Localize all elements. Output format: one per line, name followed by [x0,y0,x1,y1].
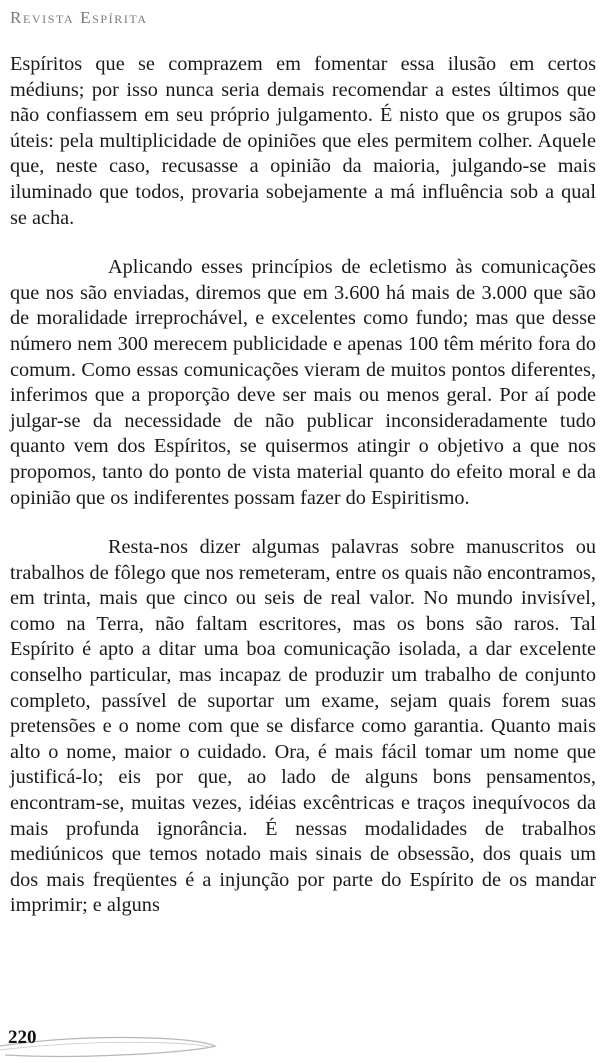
paragraph-manuscritos: Resta-nos dizer algumas palavras sobre manuscritos ou trabalhos de fôlego que nos remeteram, entre os quais não encontramos, em trinta, mais que cinco ou seis de real valor. No mundo invisível, como na Terra, não faltam escritores, mas os bons são raros. Tal Espírito é apto a ditar uma boa comunicação isolada, a dar excelente conselho particular, mas incapaz de produzir um trabalho de conjunto completo, passível de suportar um exame, sejam quais forem suas pretensões e o nome com que se disfarce como garantia. Quanto mais alto o nome, maior o cuidado. Ora, é mais fácil tomar um nome que justificá-lo; eis por que, ao lado de alguns bons pensamentos, encontram-se, muitas vezes, idéias excêntricas e traços inequívocos da mais profunda ignorância. É nessas modalidades de trabalhos mediúnicos que temos notado mais sinais de obsessão, dos quais um dos mais freqüentes é a injunção por parte do Espírito de os mandar imprimir; e alguns [10,536,596,917]
page-footer [0,1022,606,1063]
paragraph-continued: Espíritos que se comprazem em fomentar essa ilusão em certos médiuns; por isso nunca seria demais recomendar a estes últimos que não confiassem em seu próprio julgamento. É nisto que os grupos são úteis: pela multiplicidade de opiniões que eles permitem colher. Aquele que, neste caso, recusasse a opinião da maioria, julgando-se mais iluminado que todos, provaria sobejamente a má influência sob a qual se acha. [10,53,596,229]
page-body [10,52,596,919]
running-header: Revista Espírita [10,8,148,27]
paragraph-ecletismo: Aplicando esses princípios de ecletismo às comunicações que nos são enviadas, diremos que em 3.600 há mais de 3.000 que são de moralidade irreprochável, e excelentes como fundo; mas que desse número nem 300 merecem publicidade e apenas 100 têm mérito fora do comum. Como essas comunicações vieram de muitos pontos diferentes, inferimos que a proporção deve ser mais ou menos geral. Por aí pode julgar-se da necessidade de não publicar inconsideradamente tudo quanto vem dos Espíritos, se quisermos atingir o objetivo a que nos propomos, tanto do ponto de vista material quanto do efeito moral e da opinião que os indiferentes possam fazer do Espiritismo. [10,256,596,509]
page-number: 220 [8,1027,37,1048]
